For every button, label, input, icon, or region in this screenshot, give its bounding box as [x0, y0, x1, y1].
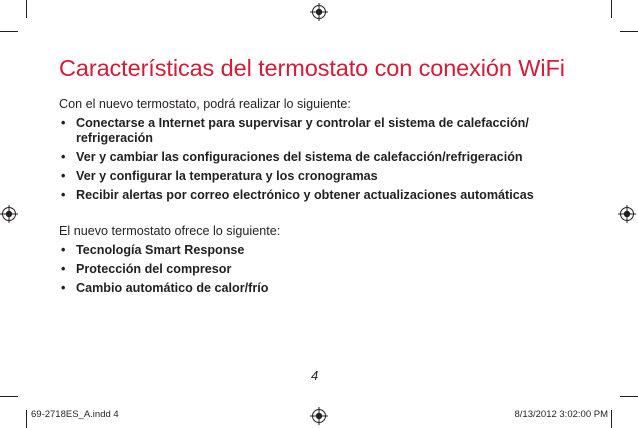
list-item	[59, 243, 268, 258]
slug-date: 8/13/2012 3:02:00 PM	[514, 409, 608, 420]
list-item-text: Tecnología Smart Response	[76, 243, 245, 257]
list-item	[59, 116, 534, 131]
slug-file: 69-2718ES_A.indd 4	[31, 409, 119, 420]
page-title: Características del termostato con conexión WiFi	[59, 55, 565, 81]
registration-mark-icon	[618, 205, 636, 223]
crop-mark-top-left	[26, 0, 27, 18]
registration-mark-icon	[0, 205, 18, 223]
registration-mark-icon	[310, 407, 328, 425]
registration-mark-icon	[310, 3, 328, 21]
crop-mark-top-left	[0, 31, 18, 32]
section2-list	[59, 243, 268, 300]
crop-mark-top-right	[620, 31, 638, 32]
section1-intro: Con el nuevo termostato, podrá realizar lo siguiente:	[59, 97, 351, 111]
crop-mark-top-right	[611, 0, 612, 18]
page-number: 4	[311, 368, 319, 383]
crop-mark-bottom-left	[0, 396, 18, 397]
list-item	[59, 281, 268, 296]
crop-mark-bottom-left	[26, 410, 27, 428]
list-item-text: Ver y cambiar las configuraciones del sistema de calefacción/refrigeración	[76, 150, 523, 165]
list-item-text: refrigeración	[76, 131, 153, 146]
list-item-text: Conectarse a Internet para supervisar y controlar el sistema de calefacción/	[76, 116, 529, 130]
section1-list	[59, 116, 534, 207]
list-item	[59, 169, 534, 184]
list-item-text: Ver y configurar la temperatura y los cronogramas	[76, 169, 378, 184]
section2-intro: El nuevo termostato ofrece lo siguiente:	[59, 224, 281, 238]
list-item	[59, 188, 534, 203]
list-item-text: Protección del compresor	[76, 262, 232, 276]
crop-mark-bottom-right	[620, 396, 638, 397]
list-item-text: Cambio automático de calor/frío	[76, 281, 269, 295]
list-item-continuation	[59, 131, 534, 146]
crop-mark-bottom-right	[611, 410, 612, 428]
list-item	[59, 262, 268, 277]
list-item-text: Recibir alertas por correo electrónico y obtener actualizaciones automáticas	[76, 188, 534, 203]
list-item	[59, 150, 534, 165]
